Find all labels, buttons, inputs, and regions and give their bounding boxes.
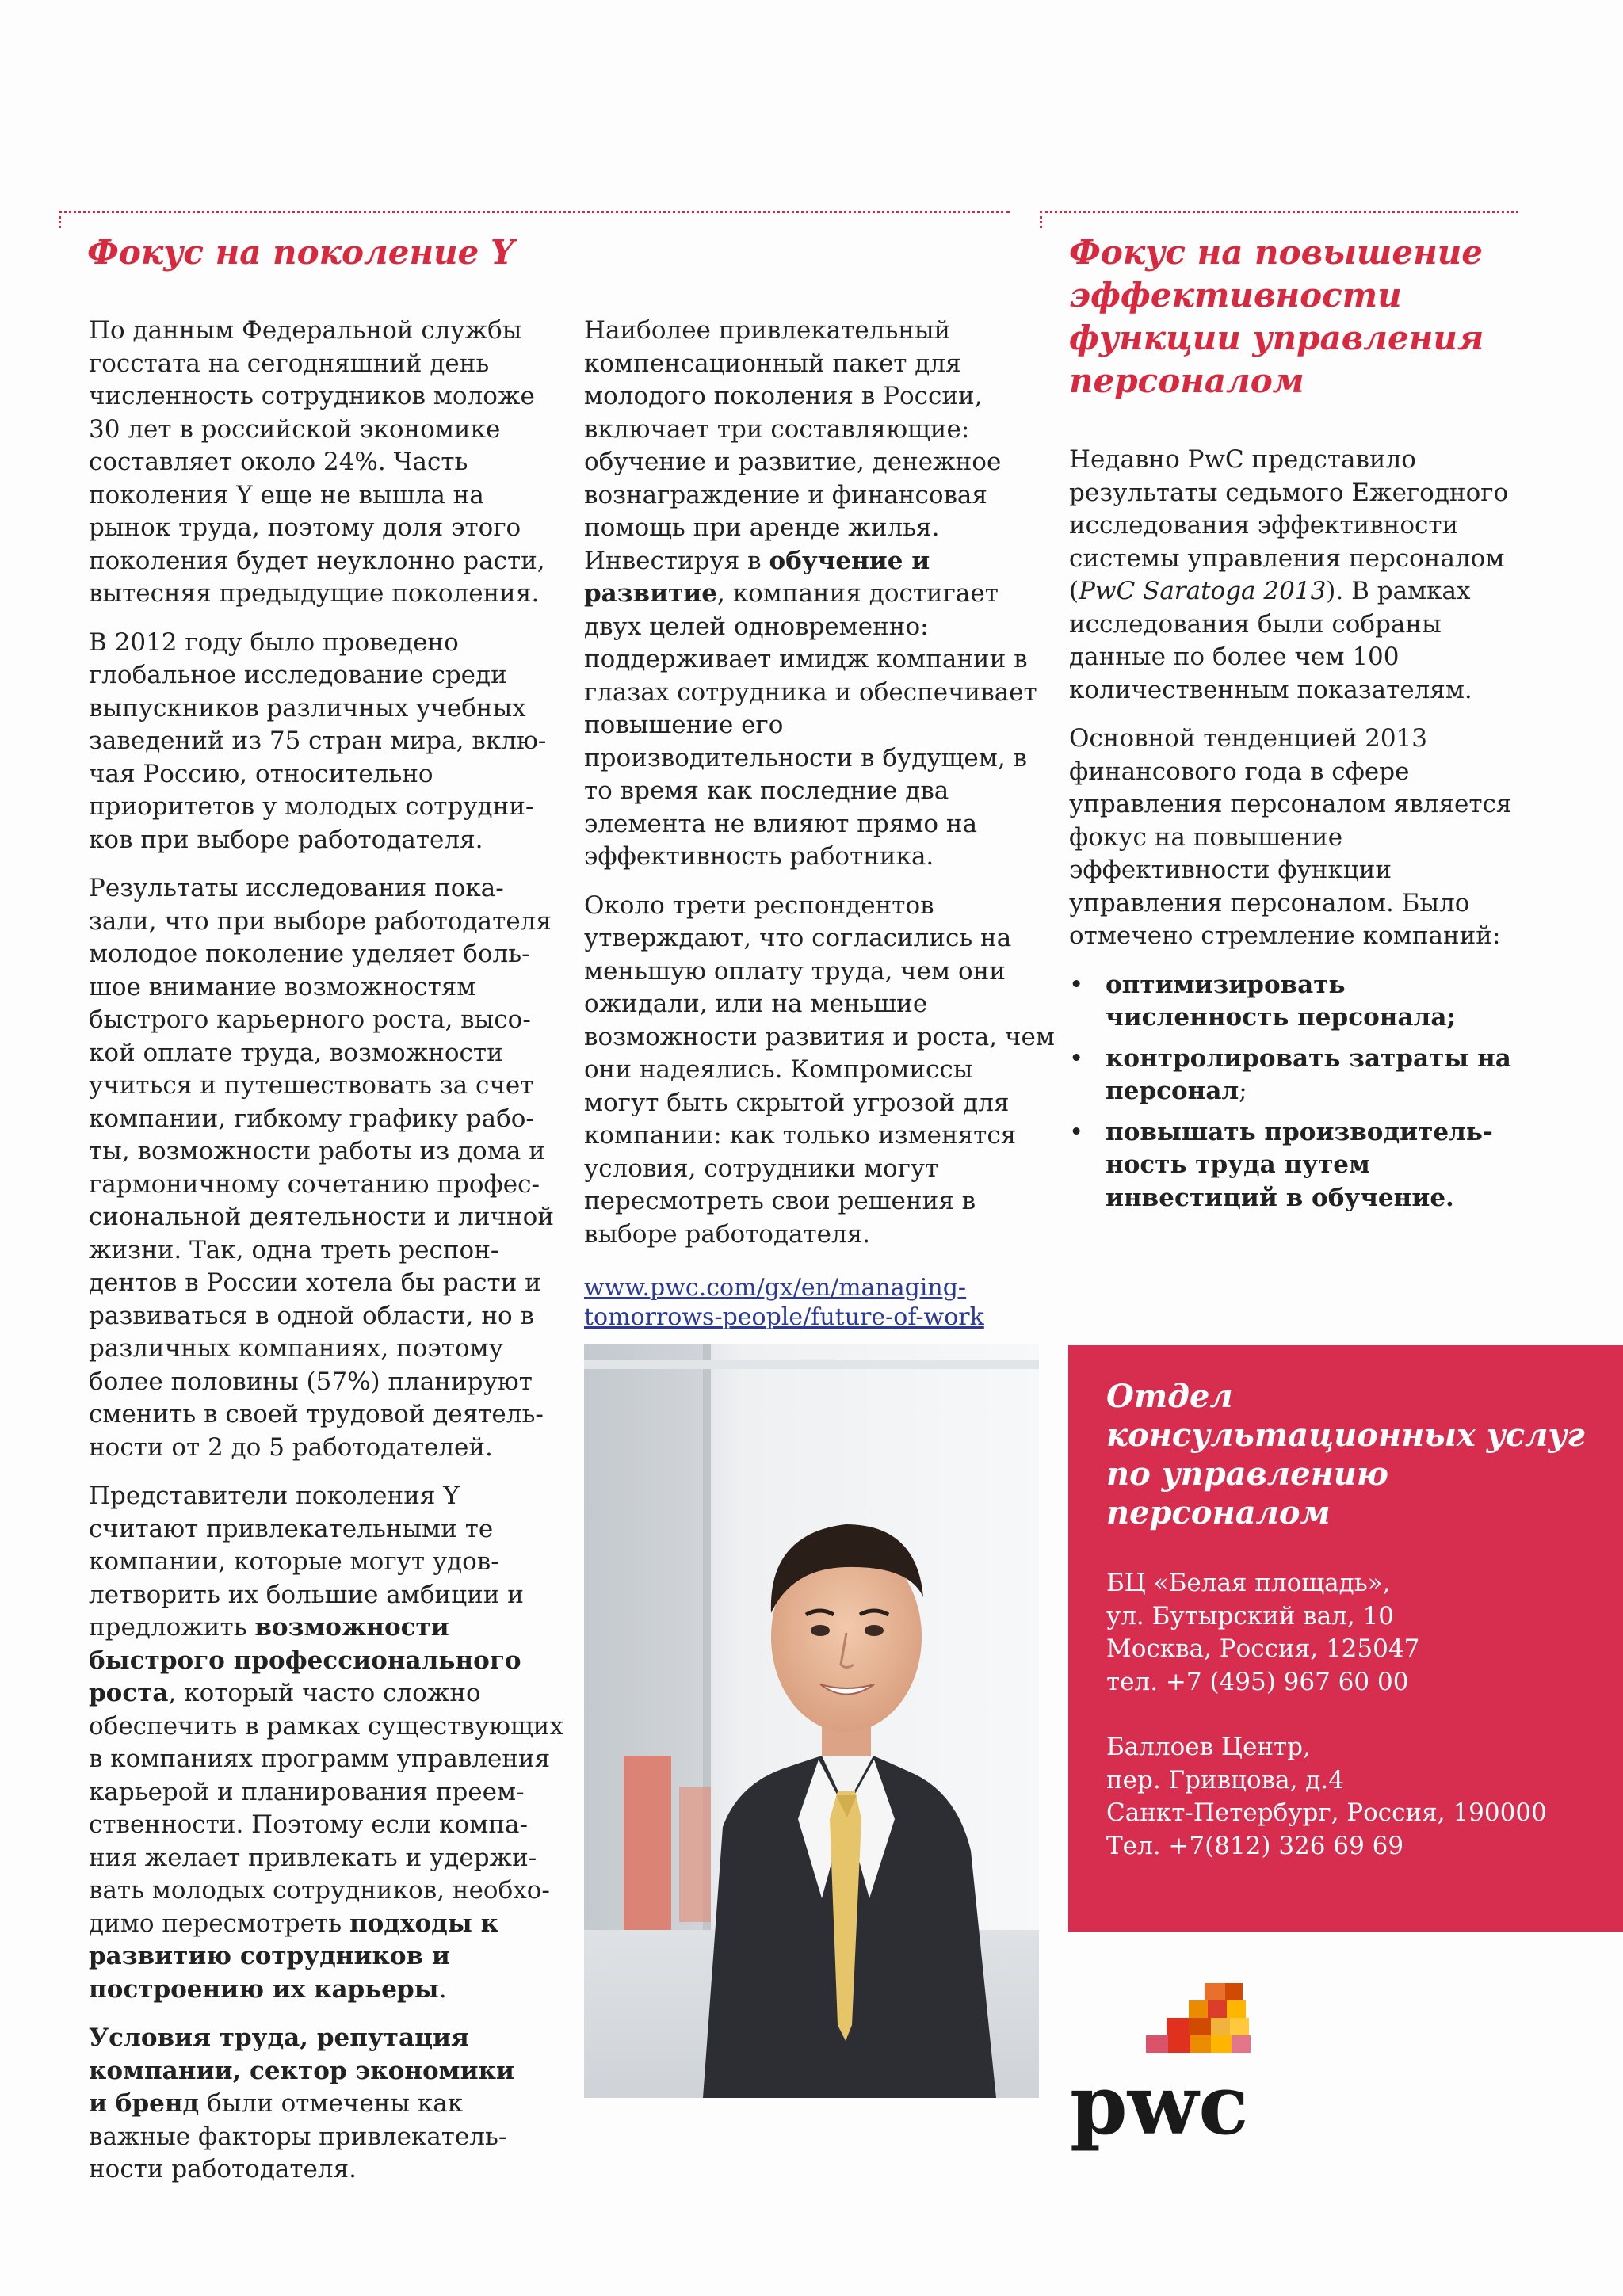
bullet-text-1: оптимизировать численность персонала;	[1106, 970, 1456, 1032]
moscow-address: БЦ «Белая площадь», ул. Бутырский вал, 10 Москва, Россия, 125047 тел. +7 (495) 967 60 00	[1106, 1569, 1420, 1696]
col2-p1-text-a: Наиболее привлекательный компенсационный пакет для молодого поколения в России, включает три составляющие: обучение и развитие, денежное вознаграждение и финансовая помощь при аренде жилья. Инвестируя в	[584, 316, 1002, 575]
contact-box	[1068, 1345, 1623, 1932]
col1-paragraph-3: Результаты исследования пока- зали, что при выборе работодателя молодое поколение уделяет боль- шое внимание возможностям быстрого карьерного роста, высо- кой оплате труда, возможности учиться и путешествовать за счет компании, гибкому графику рабо- ты, возможности работы из дома и гармоничному сочетанию профес- сиональной деятельности и личной жизни. Так, одна треть респон- дентов в России хотела бы расти и развиваться в одной области, но в различных компаниях, поэтому более половины (57%) планируют сменить в своей трудовой деятель- ности от 2 до 5 работодателей.	[89, 874, 555, 1462]
col2-p1-bold: обучение и развитие	[584, 546, 930, 608]
left-section-title: Фокус на поколение Y	[87, 233, 514, 272]
bullet-2-suffix: ;	[1239, 1077, 1247, 1105]
p4-text-a: Представители поколения Y считают привлекательными те компании, которые могут удов- летворить их большие амбиции и предложить	[89, 1482, 524, 1642]
businessman-photo	[584, 1344, 1039, 2098]
contact-title: Отдел консультационных услуг по управлению персоналом	[1106, 1378, 1585, 1531]
future-of-work-link[interactable]: www.pwc.com/gx/en/managing- tomorrows-people/future-of-work	[584, 1274, 984, 1331]
right-p1-italic: PwC Saratoga 2013	[1079, 577, 1327, 605]
left-column-1	[89, 315, 564, 2203]
priorities-list	[1069, 969, 1576, 1215]
right-p1-text-c: ). В рамках исследования были собраны данные по более чем 100 количественным показателям.	[1069, 577, 1472, 704]
col1-paragraph-1: По данным Федеральной службы госстата на сегодняшний день численность сотрудников моложе 30 лет в российской экономике составляет около 24%. Часть поколения Y еще не вышла на рынок труда, поэтому доля этого поколения будет неуклонно расти, вытесняя предыдущие поколения.	[89, 316, 545, 608]
bullet-text-3: повышать производитель- ность труда путем инвестиций в обучение.	[1106, 1117, 1493, 1212]
p4-bold-growth: возможности быстрого профессионального роста	[89, 1613, 521, 1707]
bullet-icon: •	[1069, 970, 1084, 999]
list-item	[1069, 1116, 1576, 1215]
right-section-title: Фокус на повышение эффективности функции управления персоналом	[1069, 233, 1484, 400]
bullet-icon: •	[1069, 1117, 1084, 1146]
pwc-logo	[1070, 1977, 1308, 2159]
col2-paragraph-2: Около трети респондентов утверждают, что согласились на меньшую оплату труда, чем они ожидали, или на меньшие возможности развития и роста, чем они надеялись. Компромиссы могут быть скрытой угрозой для компании: как только изменятся условия, сотрудники могут пересмотреть свои решения в выборе работодателя.	[584, 891, 1055, 1249]
p5-bold-factors: Условия труда, репутация компании, сектор экономики и бренд	[89, 2023, 514, 2118]
pwc-logo-text: pwc	[1070, 2056, 1249, 2153]
p4-text-c: , который часто сложно обеспечить в рамках существующих в компаниях программ управления карьерой и планирования преем- ственности. Поэтому если компа- ния желает привлекать и удержи- вать молодых сотрудников, необхо- димо пересмотреть	[89, 1679, 563, 1938]
col1-paragraph-5	[89, 2022, 564, 2187]
col2-paragraph-1	[584, 315, 1060, 874]
right-p1-text-a: Недавно PwC представило результаты седьмого Ежегодного исследования эффективности системы управления персоналом (	[1069, 445, 1509, 605]
left-rule-tick	[59, 211, 61, 228]
p5-text-b: были отмечены как важные факторы привлекатель- ности работодателя.	[89, 2089, 507, 2183]
col1-paragraph-2: В 2012 году было проведено глобальное исследование среди выпускников различных учебных заведений из 75 стран мира, вклю- чая Россию, относительно приоритетов у молодых сотрудни- ков при выборе работодателя.	[89, 627, 547, 854]
list-item	[1069, 969, 1576, 1035]
right-rule-tick	[1040, 211, 1042, 228]
list-item	[1069, 1043, 1576, 1108]
col2-p1-text-c: , компания достигает двух целей одновременно: поддерживает имидж компании в глазах сотрудника и обеспечивает повышение его производительности в будущем, в то время как последние два элемента не влияют прямо на эффективность работника.	[584, 579, 1037, 871]
bullet-icon: •	[1069, 1043, 1084, 1073]
right-paragraph-2: Основной тенденцией 2013 финансового года в сфере управления персоналом является фокус на повышение эффективности функции управления персоналом. Было отмечено стремление компаний:	[1069, 724, 1512, 950]
right-column	[1069, 444, 1576, 1222]
right-paragraph-1	[1069, 444, 1576, 707]
p4-text-e: .	[438, 1974, 447, 2004]
left-section-rule	[59, 211, 1010, 213]
spb-address: Баллоев Центр, пер. Гривцова, д.4 Санкт-Петербург, Россия, 190000 Тел. +7(812) 326 69 69	[1106, 1733, 1547, 1860]
left-column-2	[584, 315, 1060, 1332]
p4-bold-approaches: подходы к развитию сотрудников и построению их карьеры	[89, 1909, 499, 2004]
bullet-text-2: контролировать затраты на персонал	[1106, 1043, 1511, 1105]
right-section-rule	[1040, 211, 1518, 213]
col1-paragraph-4	[89, 1480, 564, 2006]
